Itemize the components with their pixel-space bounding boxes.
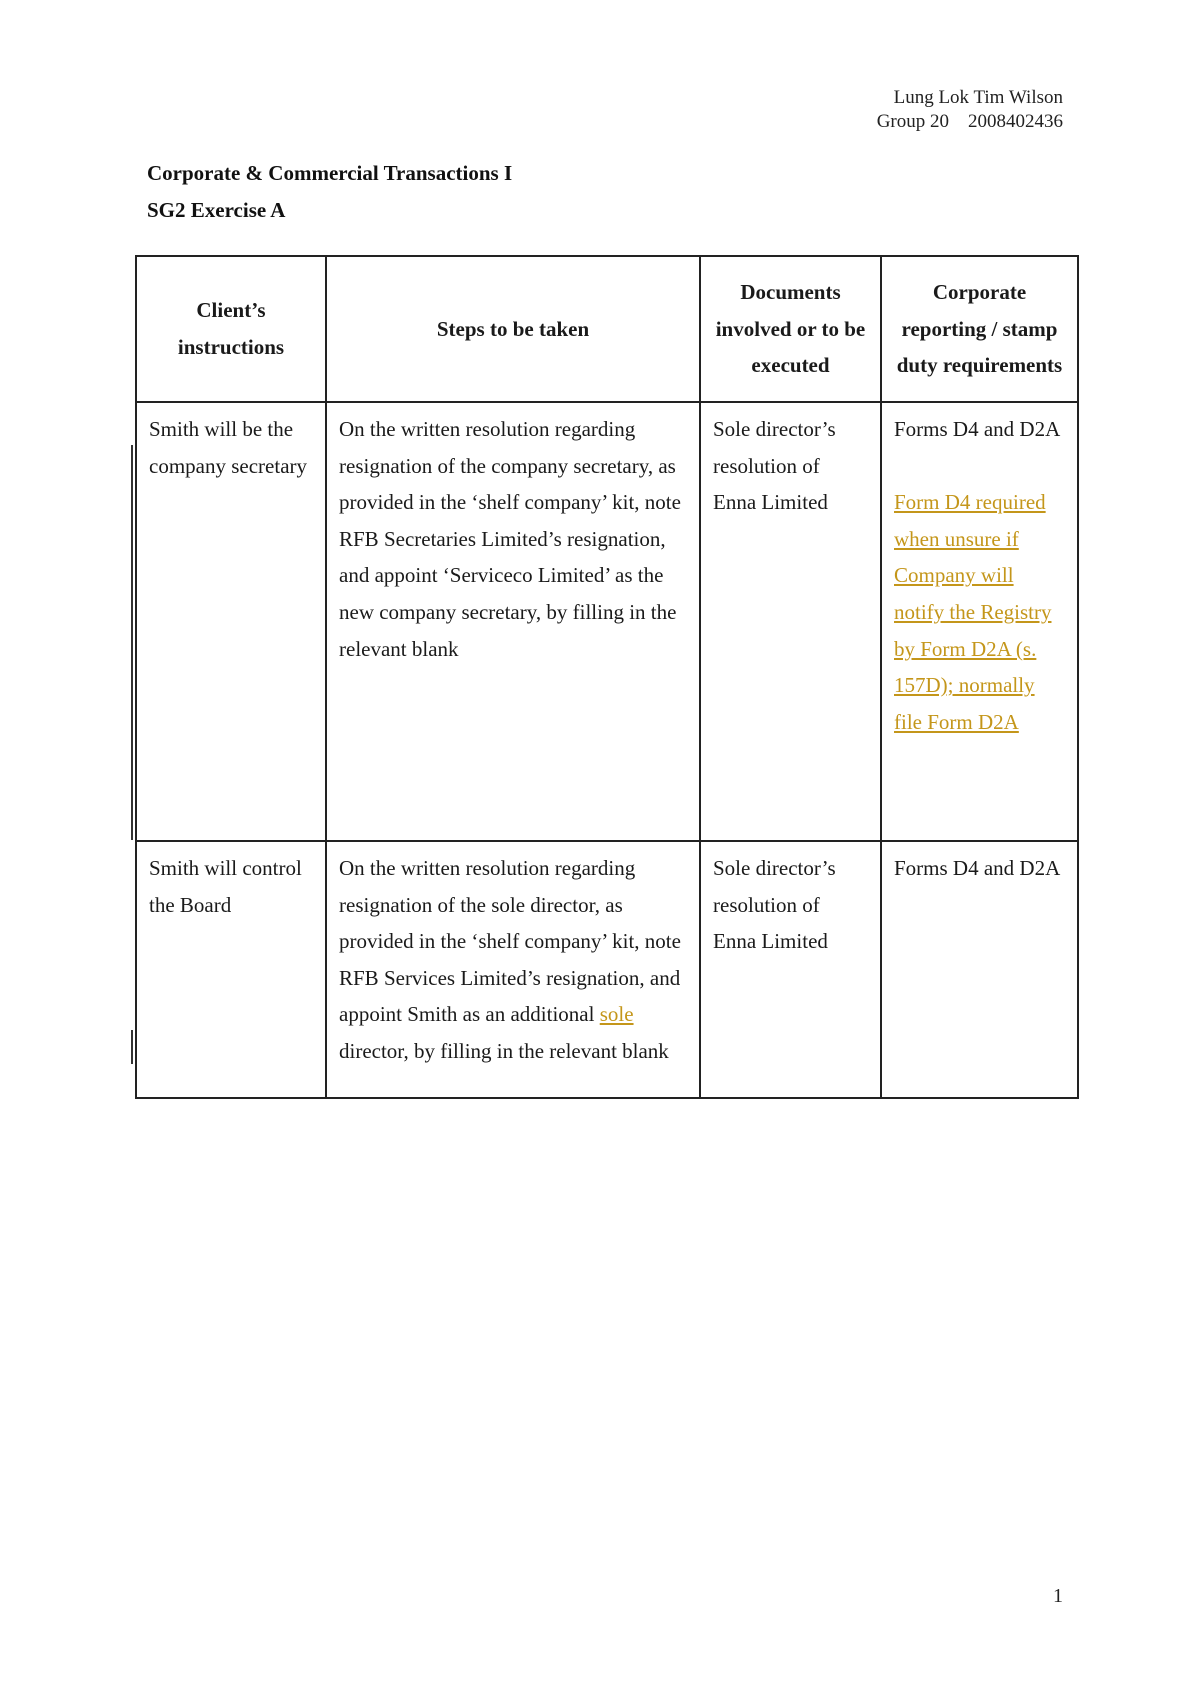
header-documents: Documents involved or to be executed — [700, 256, 881, 402]
cell-requirements — [881, 402, 1078, 841]
group-label: Group 20 — [876, 111, 949, 132]
table-header-row — [136, 256, 1078, 402]
page-number: 1 — [1053, 1585, 1063, 1607]
requirements-text: Forms D4 and D2A — [894, 417, 1061, 441]
cell-steps — [326, 841, 700, 1098]
header-requirements: Corporate reporting / stamp duty requirements — [881, 256, 1078, 402]
cell-requirements: Forms D4 and D2A — [881, 841, 1078, 1098]
table-row — [136, 402, 1078, 841]
revision-bar — [131, 445, 133, 840]
document-title — [147, 155, 512, 229]
cell-documents: Sole director’s resolution of Enna Limited — [700, 841, 881, 1098]
cell-instruction: Smith will be the company secretary — [136, 402, 326, 841]
header-steps: Steps to be taken — [326, 256, 700, 402]
inserted-text: sole — [599, 1002, 634, 1027]
page-header — [877, 86, 1063, 134]
steps-text: On the written resolution regarding resignation of the sole director, as provided in the ‘shelf company’ kit, note RFB Services Limited’s resignation, and appoint Smith as an additional — [339, 856, 681, 1027]
revision-bar — [131, 1030, 133, 1064]
instructions-table — [135, 255, 1079, 1099]
course-title: Corporate & Commercial Transactions I — [147, 161, 513, 185]
cell-documents: Sole director’s resolution of Enna Limited — [700, 402, 881, 841]
student-id: 2008402436 — [968, 111, 1063, 132]
header-clients-instructions: Client’s instructions — [136, 256, 326, 402]
exercise-title: SG2 Exercise A — [147, 198, 286, 222]
cell-instruction: Smith will control the Board — [136, 841, 326, 1098]
steps-text-continued: director, by filling in the relevant blank — [339, 1038, 669, 1063]
cell-steps: On the written resolution regarding resignation of the company secretary, as provided in the ‘shelf company’ kit, note RFB Secretaries Limited’s resignation, and appoint ‘Serviceco Limited’ as the new company secretary, by filling in the relevant blank — [326, 402, 700, 841]
group-line — [877, 110, 1063, 134]
revision-note: Form D4 required when unsure if Company will notify the Registry by Form D2A (s. 157D); normally file Form D2A — [894, 490, 1052, 734]
table-row — [136, 841, 1078, 1098]
author-name: Lung Lok Tim Wilson — [893, 87, 1063, 108]
